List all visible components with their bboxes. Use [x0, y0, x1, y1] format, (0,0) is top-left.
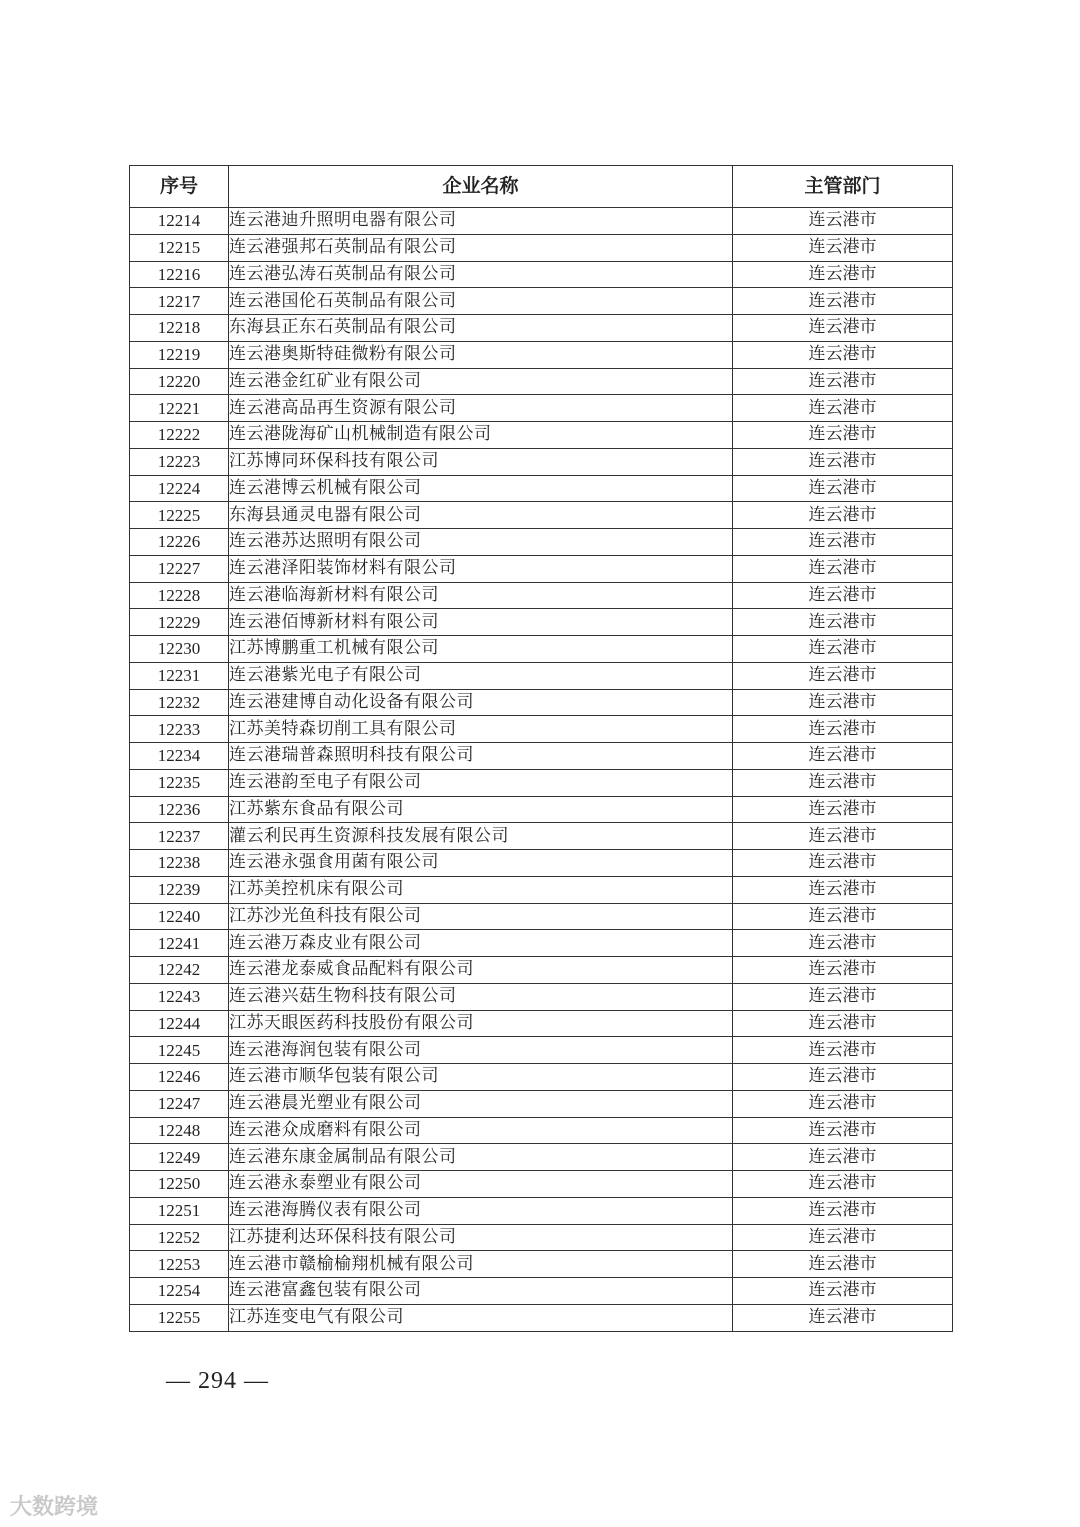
company-name-cell: 江苏美控机床有限公司: [229, 876, 733, 903]
company-name-cell: 连云港强邦石英制品有限公司: [229, 234, 733, 261]
company-name-cell: 连云港众成磨料有限公司: [229, 1117, 733, 1144]
table-row: [130, 823, 953, 850]
table-row: [130, 983, 953, 1010]
table-row: [130, 555, 953, 582]
department-cell: 连云港市: [733, 502, 953, 529]
serial-number-cell: 12220: [130, 368, 229, 395]
company-name-cell: 连云港市顺华包装有限公司: [229, 1064, 733, 1091]
company-name-cell: 江苏连变电气有限公司: [229, 1304, 733, 1331]
department-cell: 连云港市: [733, 1144, 953, 1171]
serial-number-cell: 12216: [130, 261, 229, 288]
table-row: [130, 1304, 953, 1331]
department-cell: 连云港市: [733, 368, 953, 395]
serial-number-cell: 12233: [130, 716, 229, 743]
serial-number-cell: 12240: [130, 903, 229, 930]
table-row: [130, 315, 953, 342]
serial-number-cell: 12224: [130, 475, 229, 502]
table-header-row: [130, 166, 953, 208]
table-row: [130, 609, 953, 636]
table-row: [130, 850, 953, 877]
table-row: [130, 368, 953, 395]
table-row: [130, 1010, 953, 1037]
serial-number-cell: 12230: [130, 636, 229, 663]
department-cell: 连云港市: [733, 341, 953, 368]
table-row: [130, 1037, 953, 1064]
company-name-cell: 江苏天眼医药科技股份有限公司: [229, 1010, 733, 1037]
company-name-cell: 连云港博云机械有限公司: [229, 475, 733, 502]
watermark-text: 大数跨境: [10, 1495, 99, 1520]
department-cell: 连云港市: [733, 716, 953, 743]
department-cell: 连云港市: [733, 555, 953, 582]
table-row: [130, 261, 953, 288]
department-cell: 连云港市: [733, 796, 953, 823]
company-name-cell: 连云港建博自动化设备有限公司: [229, 689, 733, 716]
company-name-cell: 江苏博鹏重工机械有限公司: [229, 636, 733, 663]
company-name-cell: 连云港陇海矿山机械制造有限公司: [229, 422, 733, 449]
department-cell: 连云港市: [733, 395, 953, 422]
table-row: [130, 234, 953, 261]
company-name-cell: 连云港紫光电子有限公司: [229, 662, 733, 689]
serial-number-cell: 12247: [130, 1090, 229, 1117]
table-row: [130, 208, 953, 235]
company-name-cell: 连云港韵至电子有限公司: [229, 769, 733, 796]
department-cell: 连云港市: [733, 876, 953, 903]
table-row: [130, 636, 953, 663]
serial-number-cell: 12245: [130, 1037, 229, 1064]
serial-number-cell: 12219: [130, 341, 229, 368]
department-cell: 连云港市: [733, 983, 953, 1010]
department-cell: 连云港市: [733, 448, 953, 475]
department-cell: 连云港市: [733, 743, 953, 770]
table-row: [130, 1251, 953, 1278]
table-row: [130, 743, 953, 770]
table-row: [130, 502, 953, 529]
company-name-cell: 连云港泽阳装饰材料有限公司: [229, 555, 733, 582]
department-cell: 连云港市: [733, 689, 953, 716]
company-name-cell: 连云港东康金属制品有限公司: [229, 1144, 733, 1171]
serial-number-cell: 12246: [130, 1064, 229, 1091]
table-row: [130, 395, 953, 422]
company-name-cell: 连云港永强食用菌有限公司: [229, 850, 733, 877]
table-row: [130, 582, 953, 609]
company-name-cell: 连云港佰博新材料有限公司: [229, 609, 733, 636]
table-row: [130, 529, 953, 556]
serial-number-cell: 12217: [130, 288, 229, 315]
department-cell: 连云港市: [733, 1010, 953, 1037]
table-row: [130, 662, 953, 689]
serial-number-cell: 12227: [130, 555, 229, 582]
company-name-cell: 连云港晨光塑业有限公司: [229, 1090, 733, 1117]
serial-number-cell: 12254: [130, 1278, 229, 1305]
company-name-cell: 江苏沙光鱼科技有限公司: [229, 903, 733, 930]
table-row: [130, 1144, 953, 1171]
serial-number-cell: 12239: [130, 876, 229, 903]
department-cell: 连云港市: [733, 582, 953, 609]
department-cell: 连云港市: [733, 930, 953, 957]
table-row: [130, 448, 953, 475]
department-cell: 连云港市: [733, 769, 953, 796]
table-row: [130, 716, 953, 743]
department-cell: 连云港市: [733, 823, 953, 850]
department-cell: 连云港市: [733, 1171, 953, 1198]
serial-number-cell: 12221: [130, 395, 229, 422]
serial-number-cell: 12238: [130, 850, 229, 877]
table-row: [130, 689, 953, 716]
header-department: 主管部门: [733, 166, 953, 208]
department-cell: 连云港市: [733, 1251, 953, 1278]
company-name-cell: 江苏紫东食品有限公司: [229, 796, 733, 823]
company-name-cell: 江苏捷利达环保科技有限公司: [229, 1224, 733, 1251]
company-name-cell: 连云港富鑫包装有限公司: [229, 1278, 733, 1305]
header-serial-number: 序号: [130, 166, 229, 208]
serial-number-cell: 12253: [130, 1251, 229, 1278]
serial-number-cell: 12225: [130, 502, 229, 529]
company-name-cell: 连云港苏达照明有限公司: [229, 529, 733, 556]
company-name-cell: 连云港国伦石英制品有限公司: [229, 288, 733, 315]
table-row: [130, 876, 953, 903]
department-cell: 连云港市: [733, 903, 953, 930]
company-name-cell: 连云港兴菇生物科技有限公司: [229, 983, 733, 1010]
department-cell: 连云港市: [733, 422, 953, 449]
serial-number-cell: 12214: [130, 208, 229, 235]
department-cell: 连云港市: [733, 475, 953, 502]
table-row: [130, 422, 953, 449]
serial-number-cell: 12242: [130, 957, 229, 984]
department-cell: 连云港市: [733, 234, 953, 261]
department-cell: 连云港市: [733, 1064, 953, 1091]
company-name-cell: 东海县通灵电器有限公司: [229, 502, 733, 529]
table-row: [130, 1197, 953, 1224]
serial-number-cell: 12218: [130, 315, 229, 342]
serial-number-cell: 12215: [130, 234, 229, 261]
table-row: [130, 475, 953, 502]
company-name-cell: 连云港迪升照明电器有限公司: [229, 208, 733, 235]
serial-number-cell: 12255: [130, 1304, 229, 1331]
department-cell: 连云港市: [733, 1224, 953, 1251]
watermark-logo: [10, 1490, 98, 1521]
company-name-cell: 连云港瑞普森照明科技有限公司: [229, 743, 733, 770]
table-row: [130, 930, 953, 957]
serial-number-cell: 12223: [130, 448, 229, 475]
company-name-cell: 连云港龙泰威食品配料有限公司: [229, 957, 733, 984]
serial-number-cell: 12251: [130, 1197, 229, 1224]
department-cell: 连云港市: [733, 315, 953, 342]
serial-number-cell: 12222: [130, 422, 229, 449]
serial-number-cell: 12252: [130, 1224, 229, 1251]
table-row: [130, 1224, 953, 1251]
department-cell: 连云港市: [733, 850, 953, 877]
department-cell: 连云港市: [733, 662, 953, 689]
company-name-cell: 连云港万森皮业有限公司: [229, 930, 733, 957]
serial-number-cell: 12248: [130, 1117, 229, 1144]
serial-number-cell: 12228: [130, 582, 229, 609]
department-cell: 连云港市: [733, 288, 953, 315]
company-name-cell: 连云港市赣榆榆翔机械有限公司: [229, 1251, 733, 1278]
serial-number-cell: 12232: [130, 689, 229, 716]
table-row: [130, 341, 953, 368]
company-name-cell: 连云港海腾仪表有限公司: [229, 1197, 733, 1224]
page-number: — 294 —: [166, 1368, 269, 1394]
department-cell: 连云港市: [733, 1278, 953, 1305]
department-cell: 连云港市: [733, 609, 953, 636]
serial-number-cell: 12235: [130, 769, 229, 796]
department-cell: 连云港市: [733, 529, 953, 556]
table-row: [130, 1171, 953, 1198]
serial-number-cell: 12231: [130, 662, 229, 689]
company-name-cell: 连云港弘涛石英制品有限公司: [229, 261, 733, 288]
department-cell: 连云港市: [733, 1117, 953, 1144]
department-cell: 连云港市: [733, 636, 953, 663]
company-name-cell: 连云港永泰塑业有限公司: [229, 1171, 733, 1198]
company-name-cell: 灌云利民再生资源科技发展有限公司: [229, 823, 733, 850]
table-row: [130, 796, 953, 823]
department-cell: 连云港市: [733, 1090, 953, 1117]
serial-number-cell: 12229: [130, 609, 229, 636]
header-company-name: 企业名称: [229, 166, 733, 208]
serial-number-cell: 12250: [130, 1171, 229, 1198]
table-row: [130, 1064, 953, 1091]
enterprise-table: [129, 165, 953, 1332]
company-name-cell: 连云港金红矿业有限公司: [229, 368, 733, 395]
department-cell: 连云港市: [733, 261, 953, 288]
department-cell: 连云港市: [733, 957, 953, 984]
table-row: [130, 1117, 953, 1144]
serial-number-cell: 12237: [130, 823, 229, 850]
company-name-cell: 江苏美特森切削工具有限公司: [229, 716, 733, 743]
company-name-cell: 东海县正东石英制品有限公司: [229, 315, 733, 342]
serial-number-cell: 12226: [130, 529, 229, 556]
table-row: [130, 769, 953, 796]
serial-number-cell: 12244: [130, 1010, 229, 1037]
company-name-cell: 连云港临海新材料有限公司: [229, 582, 733, 609]
department-cell: 连云港市: [733, 1037, 953, 1064]
company-name-cell: 江苏博同环保科技有限公司: [229, 448, 733, 475]
serial-number-cell: 12236: [130, 796, 229, 823]
serial-number-cell: 12241: [130, 930, 229, 957]
company-name-cell: 连云港奥斯特硅微粉有限公司: [229, 341, 733, 368]
serial-number-cell: 12243: [130, 983, 229, 1010]
table-row: [130, 288, 953, 315]
company-name-cell: 连云港海润包装有限公司: [229, 1037, 733, 1064]
table-row: [130, 1278, 953, 1305]
serial-number-cell: 12249: [130, 1144, 229, 1171]
company-name-cell: 连云港高品再生资源有限公司: [229, 395, 733, 422]
table-row: [130, 1090, 953, 1117]
table-row: [130, 957, 953, 984]
department-cell: 连云港市: [733, 1197, 953, 1224]
department-cell: 连云港市: [733, 208, 953, 235]
department-cell: 连云港市: [733, 1304, 953, 1331]
serial-number-cell: 12234: [130, 743, 229, 770]
table-body: [130, 208, 953, 1332]
table-row: [130, 903, 953, 930]
